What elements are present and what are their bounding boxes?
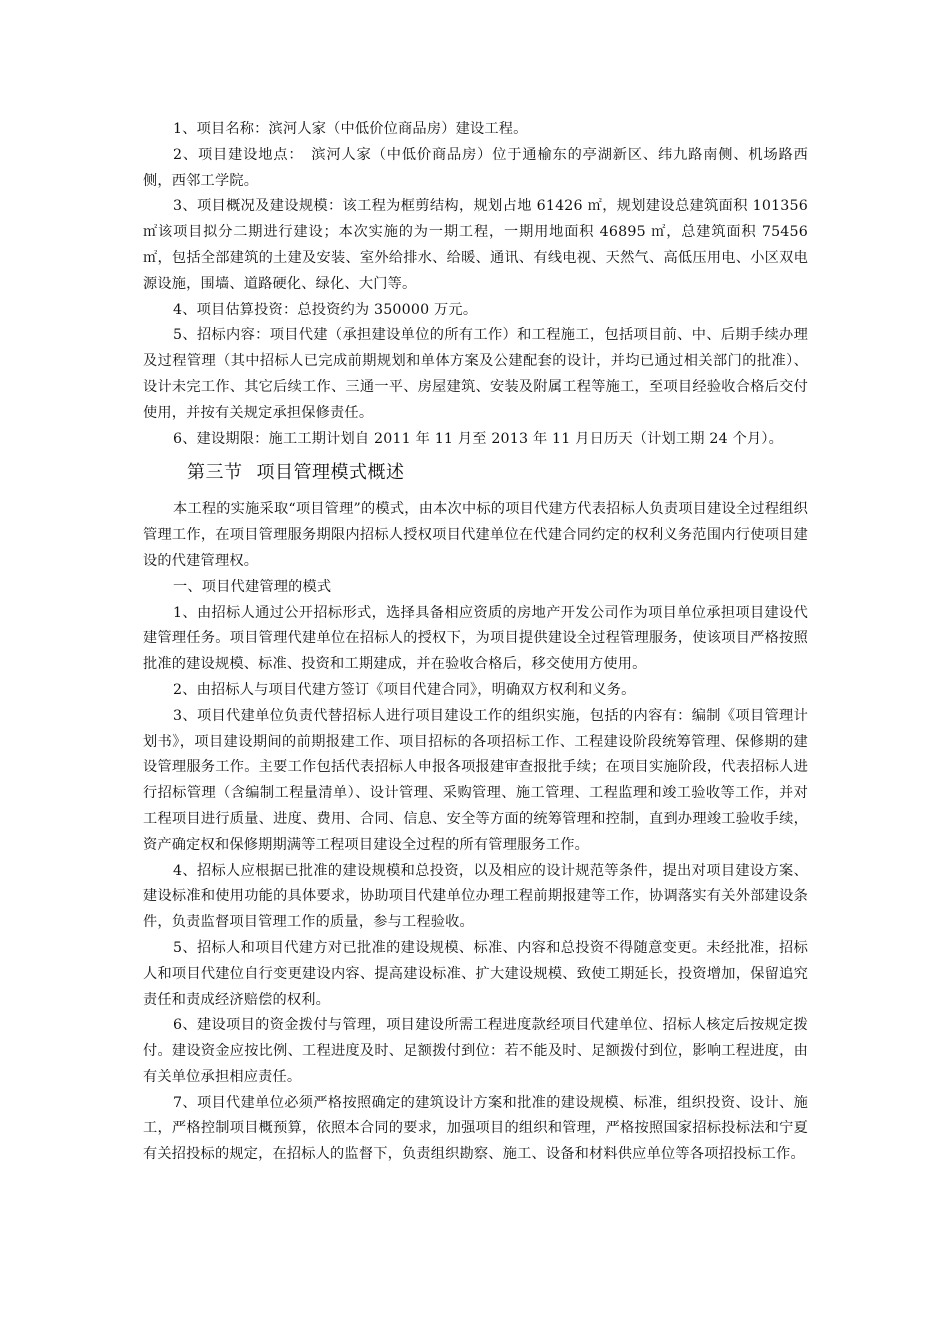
clause-7: 7、项目代建单位必须严格按照确定的建筑设计方案和批准的建设规模、标准，组织投资、设计、施工，严格控制项目概预算，依照本合同的要求，加强项目的组织和管理，严格按照国家招标投标法和宁夏有关招投标的规定，在招标人的监督下，负责组织勘察、施工、设备和材料供应单位等各项招投标工作。 [143,1094,808,1163]
section-number: 第三节 [187,462,243,484]
tender-content-item: 5、招标内容：项目代建（承担建设单位的所有工作）和工程施工，包括项目前、中、后期手续办理及过程管理（其中招标人已完成前期规划和单体方案及公建配套的设计，并均已通过相关部门的批准）、设计未完工作、其它后续工作、三通一平、房屋建筑、安装及附属工程等施工，至项目经验收合格后交付使用，并按有关规定承担保修责任。 [143,327,808,421]
subsection-heading: 一、项目代建管理的模式 [173,578,332,595]
section-heading [143,459,808,487]
clause-5: 5、招标人和项目代建方对已批准的建设规模、标准、内容和总投资不得随意变更。未经批准，招标人和项目代建位自行变更建设内容、提高建设标准、扩大建设规模、致使工期延长，投资增加，保留追究责任和责成经济赔偿的权利。 [143,939,808,1008]
project-investment-item: 4、项目估算投资：总投资约为 350000 万元。 [173,301,478,318]
clause-2: 2、由招标人与项目代建方签订《项目代建合同》，明确双方权利和义务。 [173,681,636,698]
construction-period-item: 6、建设期限：施工工期计划自 2011 年 11 月至 2013 年 11 月日历天（计划工期 24 个月）。 [173,430,784,447]
project-name-item: 1、项目名称：滨河人家（中低价位商品房）建设工程。 [173,121,528,137]
project-scale-item: 3、项目概况及建设规模：该工程为框剪结构，规划占地 61426 ㎡，规划建设总建筑面积 101356 ㎡该项目拟分二期进行建设；本次实施的为一期工程，一期用地面积 46895 ㎡，总建筑面积 75456 ㎡，包括全部建筑的土建及安装、室外给排水、给暖、通讯、有线电视、天然气、高低压用电、小区双电源设施，围墙、道路硬化、绿化、大门等。 [143,198,808,292]
project-location-item: 2、项目建设地点： 滨河人家（中低价商品房）位于通榆东的亭湖新区、纬九路南侧、机场路西侧，西邻工学院。 [143,146,808,189]
document-body [143,117,808,1168]
section-title: 项目管理模式概述 [256,462,405,484]
clause-4: 4、招标人应根据已批准的建设规模和总投资，以及相应的设计规范等条件，提出对项目建设方案、建设标准和使用功能的具体要求，协助项目代建单位办理工程前期报建等工作，协调落实有关外部建设条件，负责监督项目管理工作的质量，参与工程验收。 [143,862,808,931]
overview-paragraph: 本工程的实施采取“项目管理”的模式，由本次中标的项目代建方代表招标人负责项目建设全过程组织管理工作，在项目管理服务期限内招标人授权项目代建单位在代建合同约定的权利义务范围内行使项目建设的代建管理权。 [143,501,808,569]
clause-6: 6、建设项目的资金拨付与管理，项目建设所需工程进度款经项目代建单位、招标人核定后按规定拨付。建设资金应按比例、工程进度及时、足额拨付到位：若不能及时、足额拨付到位，影响工程进度，由有关单位承担相应责任。 [143,1017,808,1085]
clause-3: 3、项目代建单位负责代替招标人进行项目建设工作的组织实施，包括的内容有：编制《项目管理计划书》，项目建设期间的前期报建工作、项目招标的各项招标工作、工程建设阶段统筹管理、保修期的建设管理服务工作。主要工作包括代表招标人申报各项报建审查报批手续；在项目实施阶段，代表招标人进行招标管理（含编制工程量清单）、设计管理、采购管理、施工管理、工程监理和竣工验收等工作，并对工程项目进行质量、进度、费用、合同、信息、安全等方面的统筹管理和控制，直到办理竣工验收手续，资产确定权和保修期期满等工程项目建设全过程的所有管理服务工作。 [143,707,808,853]
clause-1: 1、由招标人通过公开招标形式，选择具备相应资质的房地产开发公司作为项目单位承担项目建设代建管理任务。项目管理代建单位在招标人的授权下，为项目提供建设全过程管理服务，使该项目严格按照批准的建设规模、标准、投资和工期建成，并在验收合格后，移交使用方使用。 [143,604,808,673]
